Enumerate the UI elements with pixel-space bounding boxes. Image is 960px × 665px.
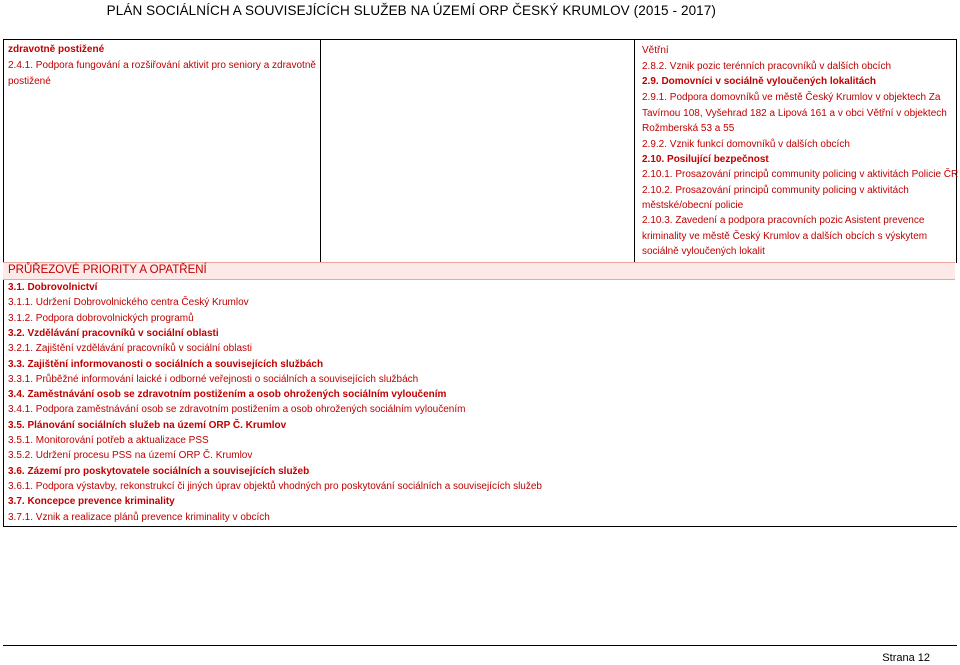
column-divider-2 bbox=[634, 39, 635, 263]
table-right-border bbox=[956, 39, 957, 263]
right-cell-line-4: 2.9.1. Podpora domovníků ve městě Český Krumlov v objektech Za bbox=[642, 92, 941, 103]
table-bottom-border bbox=[3, 526, 957, 527]
section-title: PRŮŘEZOVÉ PRIORITY A OPATŘENÍ bbox=[8, 264, 207, 276]
left-cell-line-3: postižené bbox=[8, 76, 51, 87]
table-top-border bbox=[3, 39, 957, 40]
priority-heading: 3.5. Plánování sociálních služeb na území ORP Č. Krumlov bbox=[8, 419, 287, 431]
priority-heading: 3.7. Koncepce prevence kriminality bbox=[8, 496, 175, 508]
priority-measure: 3.1.2. Podpora dobrovolnických programů bbox=[8, 312, 194, 324]
priority-heading: 3.3. Zajištění informovanosti o sociálních a souvisejících službách bbox=[8, 358, 324, 370]
priority-measure: 3.6.1. Podpora výstavby, rekonstrukcí či jiných úprav objektů vhodných pro poskytování sociálních a souvisejících služeb bbox=[8, 480, 542, 492]
left-cell-line-2: 2.4.1. Podpora fungování a rozšiřování aktivit pro seniory a zdravotně bbox=[8, 60, 316, 71]
right-cell-line-11: městské/obecní policie bbox=[642, 200, 744, 211]
right-cell-line-5: Tavírnou 108, Vyšehrad 182 a Lipová 161 a v obci Větřní v objektech bbox=[642, 108, 947, 119]
priority-heading: 3.1. Dobrovolnictví bbox=[8, 282, 98, 293]
table-left-border bbox=[3, 39, 4, 527]
right-cell-line-3: 2.9. Domovníci v sociálně vyloučených lokalitách bbox=[642, 76, 876, 87]
right-cell-line-12: 2.10.3. Zavedení a podpora pracovních pozic Asistent prevence bbox=[642, 215, 925, 226]
priority-heading: 3.4. Zaměstnávání osob se zdravotním postižením a osob ohrožených sociálním vyloučením bbox=[8, 389, 447, 401]
right-cell-line-10: 2.10.2. Prosazování principů community policing v aktivitách bbox=[642, 185, 909, 196]
priority-heading: 3.2. Vzdělávání pracovníků v sociální oblasti bbox=[8, 327, 219, 339]
right-cell-line-9: 2.10.1. Prosazování principů community policing v aktivitách Policie ČR bbox=[642, 169, 959, 180]
priority-measure: 3.2.1. Zajištění vzdělávání pracovníků v sociální oblasti bbox=[8, 343, 253, 355]
right-cell-line-14: sociálně vyloučených lokalit bbox=[642, 246, 765, 257]
document-header bbox=[0, 0, 960, 22]
priority-heading: 3.6. Zázemí pro poskytovatele sociálních a souvisejících služeb bbox=[8, 465, 310, 477]
priority-measure: 3.4.1. Podpora zaměstnávání osob se zdravotním postižením a osob ohrožených sociálním vyloučením bbox=[8, 404, 466, 416]
right-cell-line-6: Rožmberská 53 a 55 bbox=[642, 123, 735, 134]
column-divider-1 bbox=[320, 39, 321, 263]
right-cell-line-8: 2.10. Posilující bezpečnost bbox=[642, 154, 769, 165]
left-cell-line-1: zdravotně postižené bbox=[8, 44, 105, 55]
footer-divider bbox=[3, 645, 957, 646]
priority-measure: 3.3.1. Průběžné informování laické i odborné veřejnosti o sociálních a souvisejících službách bbox=[8, 373, 419, 385]
priority-measure: 3.5.1. Monitorování potřeb a aktualizace PSS bbox=[8, 435, 209, 446]
priority-measure: 3.1.1. Udržení Dobrovolnického centra Český Krumlov bbox=[8, 297, 249, 309]
right-cell-line-2: 2.8.2. Vznik pozic terénních pracovníků v dalších obcích bbox=[642, 61, 892, 72]
priority-measure: 3.7.1. Vznik a realizace plánů prevence kriminality v obcích bbox=[8, 511, 270, 523]
right-cell-line-1: Větřní bbox=[642, 45, 669, 56]
page-number: Strana 12 bbox=[882, 652, 930, 664]
document-title: PLÁN SOCIÁLNÍCH A SOUVISEJÍCÍCH SLUŽEB NA ÚZEMÍ ORP ČESKÝ KRUMLOV (2015 - 2017) bbox=[106, 3, 716, 18]
right-cell-line-7: 2.9.2. Vznik funkcí domovníků v dalších obcích bbox=[642, 139, 850, 150]
priority-measure: 3.5.2. Udržení procesu PSS na území ORP Č. Krumlov bbox=[8, 450, 253, 462]
right-cell-line-13: kriminality ve městě Český Krumlov a dalších obcích s výskytem bbox=[642, 231, 928, 242]
